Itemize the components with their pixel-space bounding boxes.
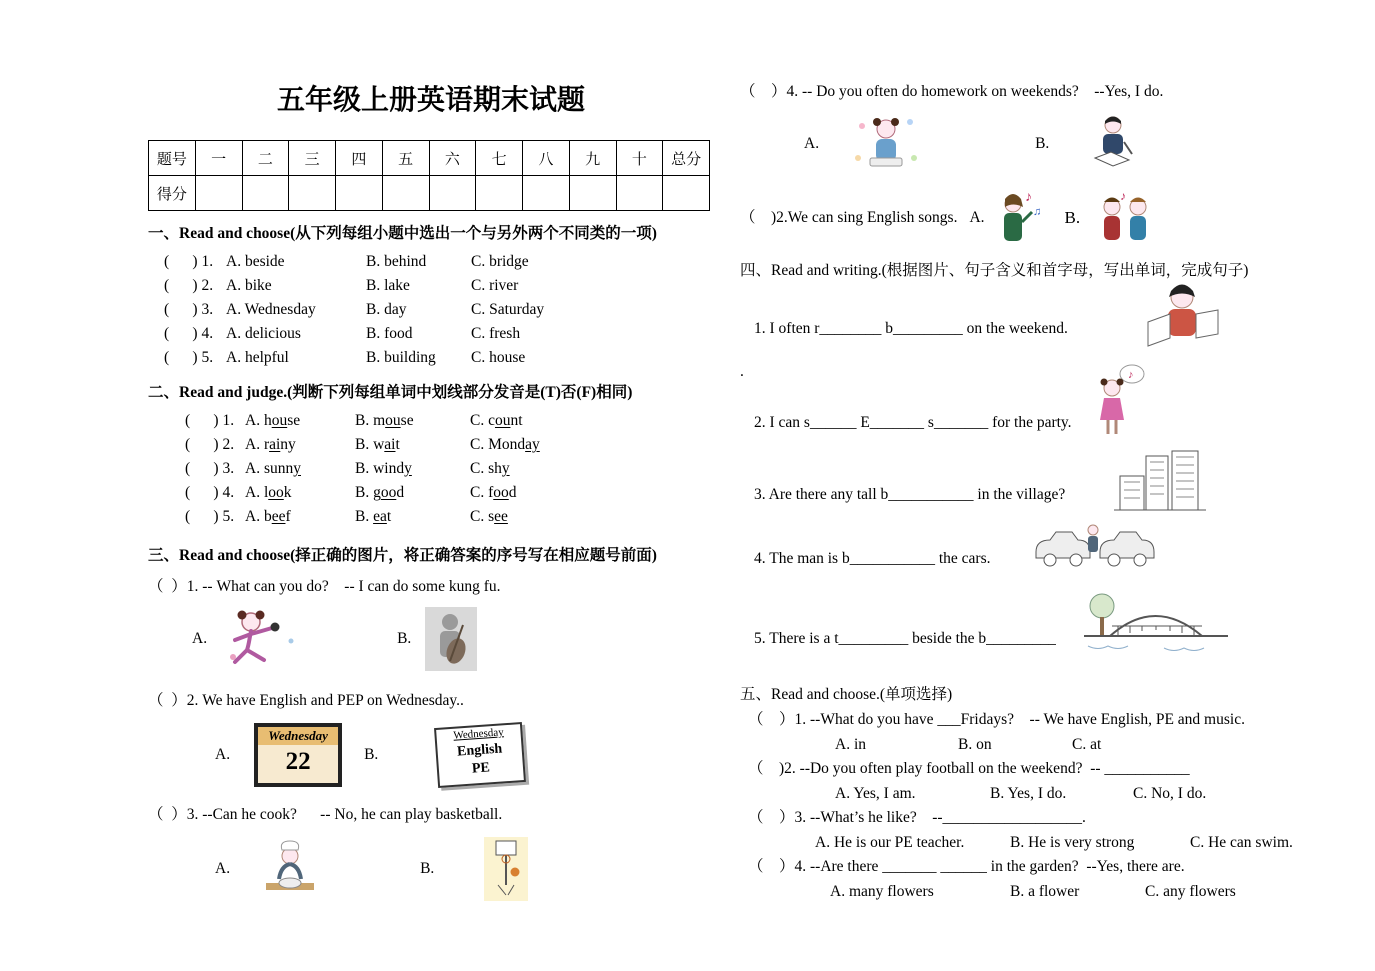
bridge-and-tree-image (1080, 584, 1232, 666)
word-pre: C. Mond (470, 436, 526, 453)
option-c: C. house (471, 349, 526, 366)
sentence-with-blanks: 3. Are there any tall b___________ in the village? (754, 486, 1066, 503)
word-post: k (283, 484, 292, 501)
judge-row (185, 457, 714, 481)
sentence-with-blanks: 4. The man is b___________ the cars. (754, 550, 991, 567)
option-b (355, 481, 470, 505)
word-pre: A. sunn (245, 460, 294, 477)
option-a: A. Yes, I am. (835, 785, 916, 802)
kungfu-girl-image (221, 607, 303, 671)
word-underlined: ai (384, 436, 396, 453)
schedule-subject-1: English (456, 741, 504, 760)
score-blank-cell (616, 176, 663, 211)
option-a (245, 433, 355, 457)
stray-period: . (740, 363, 744, 380)
option-b (355, 409, 470, 433)
option-c: C. He can swim. (1190, 834, 1293, 851)
score-blank-cell (569, 176, 616, 211)
score-blank-cell (242, 176, 289, 211)
question-row (164, 250, 714, 274)
picture-options-row (215, 837, 714, 901)
word-underlined: ay (525, 436, 540, 453)
table-cell: 二 (242, 141, 289, 176)
option-a: A. Wednesday (226, 301, 316, 318)
word-underlined: y (404, 460, 412, 477)
option-b: B. He is very strong (1010, 834, 1135, 851)
answer-blank: ( ) 4. (164, 325, 217, 342)
score-blank-cell (336, 176, 383, 211)
judge-row (185, 481, 714, 505)
answer-blank: ( ) 5. (185, 508, 238, 525)
left-column (148, 78, 714, 901)
section1-heading: 一、Read and choose(从下列每组小题中选出一个与另外两个不同类的一项) (148, 225, 657, 242)
word-post: ny (280, 436, 296, 453)
option-a-label: A. (215, 746, 231, 763)
option-a: A. helpful (226, 349, 289, 366)
score-blank-cell (663, 176, 710, 211)
section5-heading: 五、Read and choose.(单项选择) (740, 686, 953, 703)
option-a-label: A. (969, 209, 985, 226)
option-a: A. in (835, 736, 866, 753)
option-a: A. beside (226, 253, 285, 270)
word-pre: C. sh (470, 460, 502, 477)
score-blank-cell (523, 176, 570, 211)
option-c: C. Saturday (471, 301, 545, 318)
question-text: （ ）1. -- What can you do? -- I can do some kung fu. (148, 578, 501, 595)
option-a: A. many flowers (830, 883, 934, 900)
question-text: （ )2. --Do you often play football on the weekend? -- ___________ (748, 760, 1190, 777)
svg-text:♪: ♪ (1128, 369, 1134, 381)
option-a (245, 409, 355, 433)
option-a: A. delicious (226, 325, 301, 342)
option-a (245, 505, 355, 529)
answer-blank: ( ) 2. (185, 436, 238, 453)
score-blank-cell (289, 176, 336, 211)
option-a: A. He is our PE teacher. (815, 834, 965, 851)
schedule-subject-2: PE (471, 760, 491, 777)
word-pre: A. l (245, 484, 269, 501)
answer-blank: ( ) 3. (185, 460, 238, 477)
page-title: 五年级上册英语期末试题 (276, 84, 585, 115)
option-a-label: A. (192, 630, 208, 647)
singing-girl-image (1090, 362, 1146, 442)
chef-cooking-image (254, 837, 326, 901)
option-b: B. food (366, 325, 413, 342)
picture-options-row (804, 108, 1336, 180)
word-post: nt (510, 412, 523, 429)
option-a-label: A. (215, 860, 231, 877)
option-b: B. behind (366, 253, 427, 270)
choice-options-row (815, 830, 1336, 855)
word-underlined: ou (271, 412, 288, 429)
word-pre: C. c (470, 412, 495, 429)
choice-options-row (830, 879, 1336, 904)
option-c: C. No, I do. (1133, 785, 1207, 802)
word-post: t (386, 508, 392, 525)
word-underlined: oo (268, 484, 284, 501)
answer-blank: ( ) 2. (164, 277, 217, 294)
option-b: B. on (958, 736, 992, 753)
option-b (355, 433, 470, 457)
option-c: C. bridge (471, 253, 529, 270)
score-table (148, 140, 710, 211)
question-text: （ )2.We can sing English songs. (740, 209, 958, 226)
option-c: C. river (471, 277, 519, 294)
homework-girl-image (849, 112, 923, 176)
judge-row (185, 409, 714, 433)
tall-buildings-image (1112, 448, 1208, 516)
writing-item (740, 454, 1336, 526)
word-pre: C. s (470, 508, 495, 525)
score-blank-cell (476, 176, 523, 211)
word-pre: A. h (245, 412, 272, 429)
option-c: C. at (1072, 736, 1102, 753)
sentence-with-blanks: 1. I often r________ b_________ on the weekend. (754, 320, 1068, 337)
answer-blank: ( ) 4. (185, 484, 238, 501)
svg-text:♪: ♪ (1120, 189, 1127, 203)
table-cell: 八 (523, 141, 570, 176)
word-pre: A. r (245, 436, 270, 453)
word-underlined: oo (493, 484, 509, 501)
basketball-hoop-image (484, 837, 528, 901)
table-cell: 四 (336, 141, 383, 176)
word-post: se (287, 412, 301, 429)
table-cell: 五 (382, 141, 429, 176)
option-b: B. a flower (1010, 883, 1080, 900)
question-text: （ ）2. We have English and PEP on Wednesday.. (148, 692, 464, 709)
option-c (470, 409, 523, 433)
calendar-day-number: 22 (285, 748, 311, 775)
homework-boy-image (1083, 112, 1141, 176)
word-post: t (395, 436, 400, 453)
option-b: B. Yes, I do. (990, 785, 1067, 802)
question-row (164, 298, 714, 322)
table-cell: 总分 (663, 141, 710, 176)
question-text: （ ）1. --What do you have ___Fridays? -- We have English, PE and music. (748, 711, 1245, 728)
answer-blank: ( ) 1. (164, 253, 217, 270)
score-blank-cell (382, 176, 429, 211)
schedule-image (436, 725, 524, 785)
judge-row (185, 433, 714, 457)
section4-heading: 四、Read and writing.(根据图片、句子含义和首字母，写出单词，完成句子) (740, 262, 1249, 279)
answer-blank: ( ) 3. (164, 301, 217, 318)
word-pre: B. w (355, 436, 385, 453)
writing-item (740, 369, 1336, 454)
choice-options-row (835, 732, 1336, 757)
word-underlined: ee (494, 508, 508, 525)
answer-blank: ( ) 1. (185, 412, 238, 429)
calendar-weekday-label: Wednesday (258, 727, 338, 745)
word-underlined: y (501, 460, 510, 477)
option-c (470, 505, 508, 529)
score-table-header-row (149, 141, 710, 176)
question-text: （ ）3. --Can he cook? -- No, he can play basketball. (148, 806, 503, 823)
word-pre: C. f (470, 484, 494, 501)
word-post: d (508, 484, 517, 501)
table-cell: 题号 (149, 141, 196, 176)
score-blank-cell (429, 176, 476, 211)
table-cell: 六 (429, 141, 476, 176)
schedule-weekday-label: Wednesday (453, 726, 505, 742)
singing-kids-image (1090, 189, 1160, 247)
question-text: （ ）4. --Are there _______ ______ in the garden? --Yes, there are. (748, 858, 1185, 875)
svg-text:♫: ♫ (1032, 206, 1041, 218)
picture-options-row (192, 607, 714, 671)
word-underlined: ee (271, 508, 286, 525)
singer-image (991, 187, 1043, 249)
svg-text:♪: ♪ (1024, 190, 1032, 205)
question-text: （ ）3. --What’s he like? --__________________. (748, 809, 1086, 826)
lute-player-image (425, 607, 477, 671)
answer-blank: ( ) 5. (164, 349, 217, 366)
option-b-label: B. (1064, 208, 1081, 227)
table-cell: 一 (195, 141, 242, 176)
score-blank-cell (195, 176, 242, 211)
section2-heading: 二、Read and judge.(判断下列每组单词中划线部分发音是(T)否(F)相同) (148, 384, 633, 401)
word-post: se (400, 412, 414, 429)
option-a (245, 457, 355, 481)
option-b: B. building (366, 349, 436, 366)
score-label-cell: 得分 (149, 176, 196, 211)
word-underlined: y (293, 460, 301, 477)
option-c (470, 481, 517, 505)
word-underlined: ou (385, 412, 401, 429)
option-b-label: B. (364, 746, 379, 763)
man-between-cars-image (1030, 518, 1158, 576)
option-a (245, 481, 355, 505)
word-pre: B. g (355, 484, 381, 501)
word-underlined: oo (380, 484, 397, 501)
writing-item (740, 284, 1336, 360)
writing-item (740, 526, 1336, 590)
section3-heading: 三、Read and choose(择正确的图片，将正确答案的序号写在相应题号前面) (148, 547, 657, 564)
option-b-label: B. (420, 860, 435, 877)
option-c: C. any flowers (1145, 883, 1236, 900)
score-table-score-row (149, 176, 710, 211)
word-underlined: ea (373, 508, 387, 525)
option-b (355, 457, 470, 481)
word-post: f (285, 508, 291, 525)
table-cell: 十 (616, 141, 663, 176)
word-pre: A. b (245, 508, 272, 525)
option-a: A. bike (226, 277, 272, 294)
option-b (355, 505, 470, 529)
option-b: B. day (366, 301, 407, 318)
table-cell: 九 (569, 141, 616, 176)
question-row (164, 322, 714, 346)
option-a-label: A. (804, 135, 820, 152)
option-b-label: B. (397, 630, 412, 647)
word-post: d (396, 484, 405, 501)
calendar-image (254, 723, 342, 787)
table-cell: 三 (289, 141, 336, 176)
option-b: B. lake (366, 277, 410, 294)
sentence-with-blanks: 5. There is a t_________ beside the b_________ (754, 630, 1056, 647)
option-c (470, 433, 540, 457)
choice-options-row (835, 781, 1336, 806)
word-pre: B. wind (355, 460, 405, 477)
right-column (740, 80, 1336, 904)
word-underlined: ou (494, 412, 511, 429)
sing-question-row (740, 186, 1336, 250)
writing-item (740, 590, 1336, 676)
option-c: C. fresh (471, 325, 521, 342)
option-b-label: B. (1035, 135, 1050, 152)
question-row (164, 274, 714, 298)
word-pre: B. (355, 508, 374, 525)
picture-options-row (215, 723, 714, 787)
option-c (470, 457, 510, 481)
judge-row (185, 505, 714, 529)
sentence-with-blanks: 2. I can s______ E_______ s_______ for the party. (754, 414, 1072, 431)
table-cell: 七 (476, 141, 523, 176)
reading-boy-image (1136, 280, 1224, 352)
word-pre: B. m (355, 412, 386, 429)
word-underlined: ai (269, 436, 281, 453)
question-text: （ ）4. -- Do you often do homework on weekends? --Yes, I do. (740, 83, 1164, 100)
question-row (164, 346, 714, 370)
